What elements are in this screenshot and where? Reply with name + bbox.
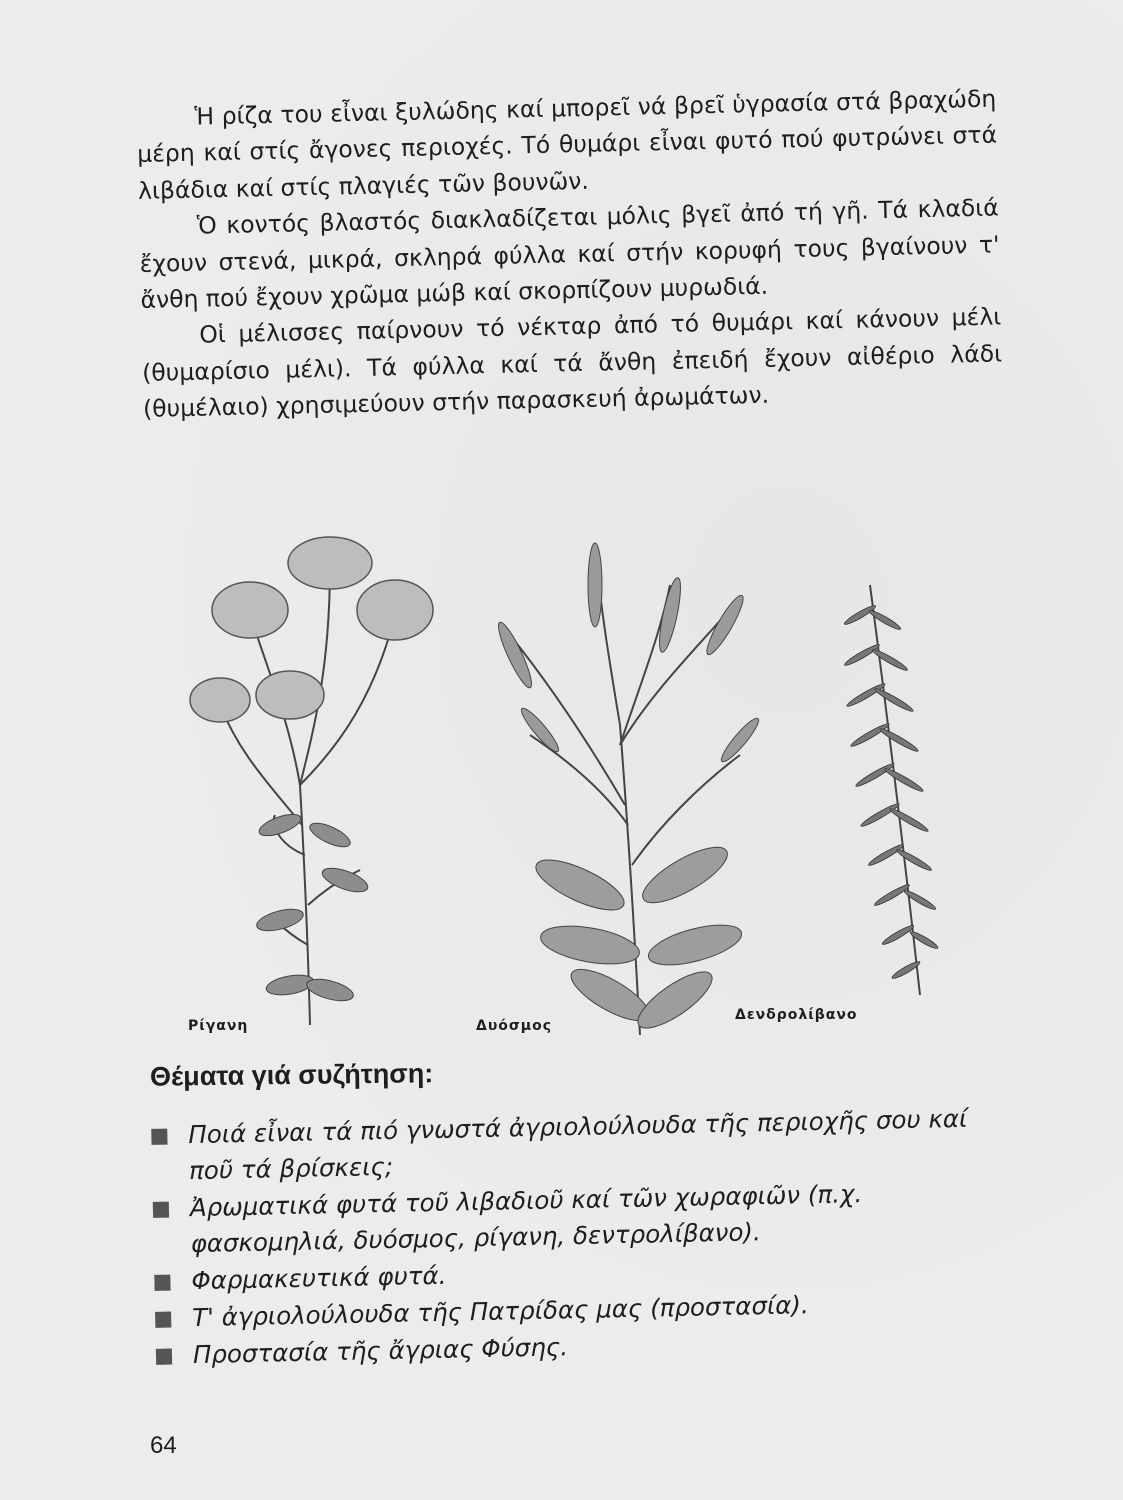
topic-text: Ἀρωματικά φυτά τοῦ λιβαδιοῦ καί τῶν χωραφιῶν (π.χ. φασκομηλιά, δυόσμος, ρίγανη, δεντρολίβανο). <box>189 1179 863 1259</box>
paragraph: Ἡ ρίζα του εἶναι ξυλώδης καί μπορεῖ νά βρεῖ ὑγρασία στά βραχώδη μέρη καί στίς ἄγονες περιοχές. Τό θυμάρι εἶναι φυτό πού φυτρώνει στά λιβάδια καί στίς πλαγιές τῶν βουνῶν. <box>136 84 998 205</box>
square-bullet-icon <box>156 1349 172 1365</box>
rosemary-needles <box>843 603 939 980</box>
plant-illustrations <box>180 525 950 1045</box>
topic-text: Τ' ἀγριολούλουδα τῆς Πατρίδας μας (προστασία). <box>191 1290 809 1333</box>
oregano-illustration <box>180 525 950 1045</box>
square-bullet-icon <box>153 1202 169 1218</box>
body-text <box>136 80 1003 427</box>
oregano-leaves <box>254 810 370 1005</box>
paragraph: Οἱ μέλισσες παίρνουν τό νέκταρ ἀπό τό θυμάρι καί κάνουν μέλι (θυμαρίσιο μέλι). Τά φύλλα καί τά ἄνθη ἐπειδή ἔχουν αἰθέριο λάδι (θυμέλαιο) χρησιμεύουν στήν παρασκευή ἀρωμάτων. <box>141 302 1003 424</box>
paragraph: Ὁ κοντός βλαστός διακλαδίζεται μόλις βγεῖ ἀπό τή γῆ. Τά κλαδιά ἔχουν στενά, μικρά, σκληρά φύλλα καί στήν κορυφή τους βγαίνουν τ' ἄνθη πού ἔχουν χρῶμα μώβ καί σκορπίζουν μυρωδιά. <box>139 193 1000 314</box>
caption-mint: Δυόσμος <box>476 1018 553 1034</box>
oregano-flowers <box>190 537 433 722</box>
square-bullet-icon <box>154 1275 170 1291</box>
square-bullet-icon <box>151 1129 167 1145</box>
discussion-topics-list <box>148 1100 1023 1375</box>
caption-oregano: Ρίγανη <box>188 1018 249 1034</box>
topic-text: Προστασία τῆς ἄγριας Φύσης. <box>192 1332 569 1370</box>
topic-text: Φαρμακευτικά φυτά. <box>191 1260 447 1296</box>
page-number: 64 <box>150 1432 177 1459</box>
mint-leaves <box>530 837 746 1037</box>
topic-text: Ποιά εἶναι τά πιό γνωστά ἀγριολούλουδα τῆς περιοχῆς σου καί ποῦ τά βρίσκεις; <box>188 1103 968 1186</box>
discussion-heading: Θέματα γιά συζήτηση: <box>149 1058 434 1092</box>
caption-rosemary: Δενδρολίβανο <box>735 1007 858 1023</box>
square-bullet-icon <box>155 1312 171 1328</box>
